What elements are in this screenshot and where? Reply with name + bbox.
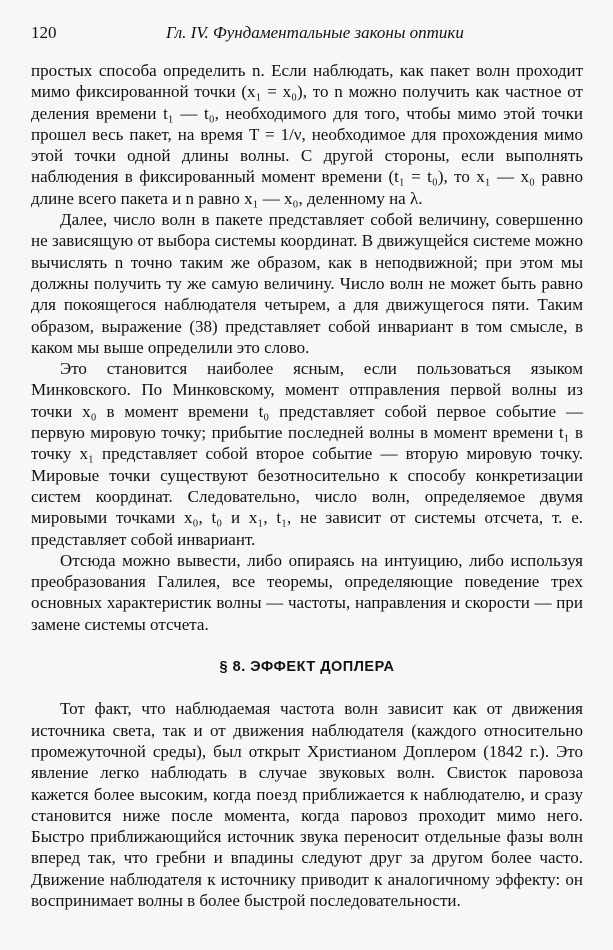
paragraph-continuation: простых способа определить n. Если наблюдать, как пакет волн проходит мимо фиксированной точки (x₁ = x₀), то n можно получить как частное от деления времени t₁ — t₀, необходимого для того, чтобы мимо этой точки прошел весь пакет, на время T = 1/ν, необходимое для прохождения мимо этой точки одной длины волны. С другой стороны, если выполнять наблюдения в фиксированный момент времени (t₁ = t₀), то x₁ — x₀ равно длине всего пакета и n равно x₁ — x₀, деленному на λ. — [31, 61, 583, 208]
paragraph-doppler: Тот факт, что наблюдаемая частота волн зависит как от движения источника света, так и от движения наблюдателя (каждого относительно промежуточной среды), был открыт Христианом Доплером (1842 г.). Это явление легко наблюдать в случае звуковых волн. Свисток паровоза кажется более высоким, когда поезд приближается к наблюдателю, и сразу становится ниже после момента, когда паровоз проходит мимо него. Быстро приближающийся источник звука переносит отдельные фазы волн вперед так, что гребни и впадины следуют друг за другом более часто. Движение наблюдателя к источнику приводит к аналогичному эффекту: он воспринимает волны в более быстрой последовательности. — [31, 699, 583, 910]
paragraph-invariance: Далее, число волн в пакете представляет собой величину, совершенно не зависящую от выбора системы координат. В движущейся системе можно вычислять n точно таким же образом, как в неподвижной; при этом мы должны получить ту же самую величину. Число волн не может быть равно для покоящегося наблюдателя четырем, а для движущегося пяти. Таким образом, выражение (38) представляет собой инвариант в том смысле, в каком мы выше определили это слово. — [31, 210, 583, 357]
body-text — [31, 60, 583, 911]
paragraph-galilean: Отсюда можно вывести, либо опираясь на интуицию, либо используя преобразования Галилея, все теоремы, определяющие поведение трех основных характеристик волны — частоты, направления и скорости — при замене системы отсчета. — [31, 550, 583, 634]
paragraph-minkowski: Это становится наиболее ясным, если пользоваться языком Минковского. По Минковскому, момент отправления первой волны из точки x₀ в момент времени t₀ представляет собой первое событие — первую мировую точку; прибытие последней волны в момент времени t₁ в точку x₁ представляет собой второе событие — вторую мировую точку. Мировые точки существуют безотносительно к способу конкретизации систем координат. Следовательно, число волн, определяемое двумя мировыми точками x₀, t₀ и x₁, t₁, не зависит от системы отсчета, т. е. представляет собой инвариант. — [31, 359, 583, 549]
page-number: 120 — [31, 23, 57, 42]
chapter-title: Гл. IV. Фундаментальные законы оптики — [166, 23, 464, 42]
section-heading: § 8. ЭФФЕКТ ДОПЛЕРА — [219, 659, 395, 676]
